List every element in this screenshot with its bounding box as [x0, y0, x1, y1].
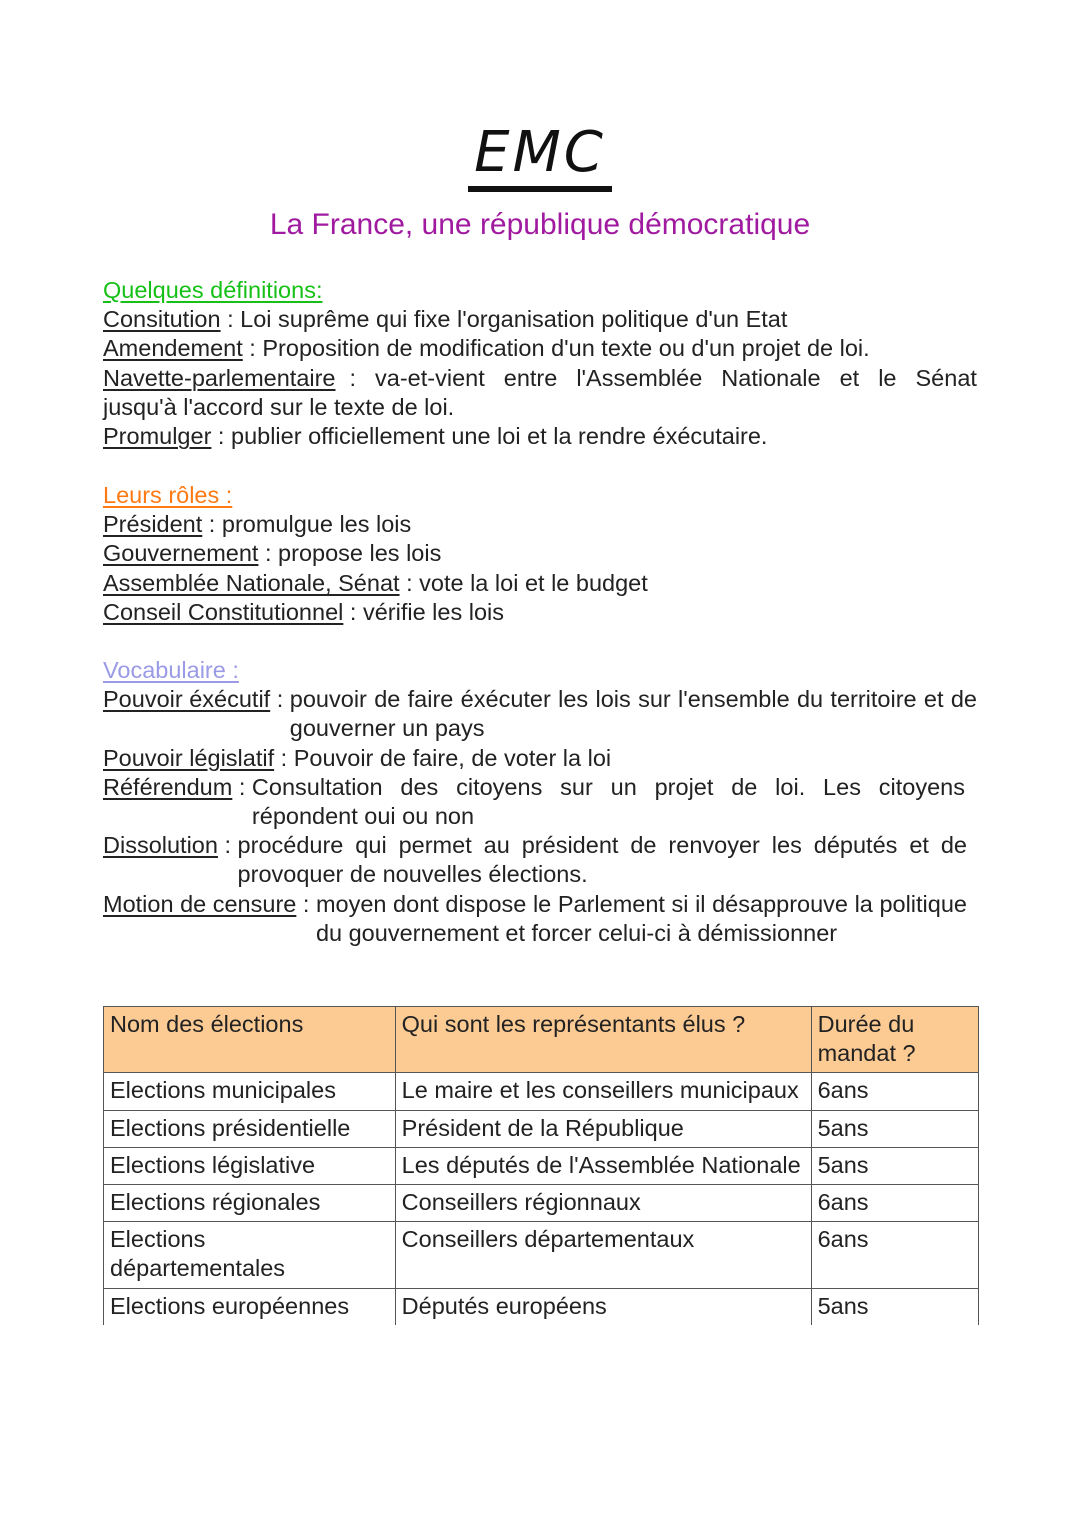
separator: : — [258, 540, 279, 567]
table-cell: 5ans — [811, 1147, 978, 1184]
roles-heading: Leurs rôles : — [103, 482, 233, 508]
separator: : — [232, 773, 252, 800]
vocabulary-term: Motion de censure — [103, 890, 297, 917]
table-cell: 6ans — [811, 1222, 978, 1288]
role-term: Conseil Constitutionnel — [103, 598, 344, 625]
definition-term: Navette-parlementaire — [103, 364, 336, 391]
column-header: Durée du mandat ? — [811, 1007, 978, 1073]
definition-item — [103, 364, 977, 393]
table-cell: Les députés de l'Assemblée Nationale — [395, 1147, 811, 1184]
table-row — [104, 1110, 979, 1147]
vocabulary-term: Dissolution — [103, 832, 218, 859]
separator: : — [211, 423, 231, 450]
table-cell: Conseillers régionnaux — [395, 1185, 811, 1222]
table-cell: Elections législative — [104, 1147, 396, 1184]
definition-item — [103, 334, 977, 363]
table-row — [104, 1147, 979, 1184]
role-term: Assemblée Nationale, Sénat — [103, 569, 400, 596]
role-term: Président — [103, 511, 203, 538]
page-title: EMC — [468, 122, 612, 192]
table-cell: 5ans — [811, 1288, 978, 1325]
definition-item — [103, 305, 977, 334]
role-term: Gouvernement — [103, 540, 259, 567]
table-cell: Le maire et les conseillers municipaux — [395, 1073, 811, 1110]
table-cell: Elections présidentielle — [104, 1110, 396, 1147]
separator: : — [296, 890, 316, 917]
table-cell: Elections départementales — [104, 1222, 396, 1288]
definition-text: Proposition de modification d'un texte ou d'un projet de loi. — [262, 335, 870, 362]
role-item — [103, 539, 977, 568]
definition-item — [103, 422, 977, 451]
separator: : — [220, 306, 241, 333]
page-subtitle: La France, une république démocratique — [269, 208, 811, 241]
separator: : — [202, 511, 222, 538]
vocabulary-item — [103, 773, 977, 831]
definition-term: Amendement — [103, 335, 243, 362]
vocabulary-term: Pouvoir éxécutif — [103, 686, 271, 713]
separator: : — [343, 598, 363, 625]
table-cell: Elections régionales — [104, 1185, 396, 1222]
roles-section — [103, 481, 977, 627]
vocabulary-item — [103, 890, 977, 948]
definition-text-justified: : va-et-vient entre l'Assemblée Nationale et le Sénat — [349, 364, 977, 391]
vocabulary-section — [103, 656, 977, 948]
role-text: promulgue les lois — [221, 511, 412, 538]
vocabulary-item — [103, 744, 977, 773]
vocabulary-text: Pouvoir de faire, de voter la loi — [293, 744, 612, 771]
vocabulary-heading: Vocabulaire : — [103, 657, 239, 683]
separator: : — [274, 744, 294, 771]
table-row — [104, 1288, 979, 1325]
vocabulary-text: procédure qui permet au président de renvoyer les députés et de provoquer de nouvelles élections. — [237, 832, 967, 888]
table-row — [104, 1185, 979, 1222]
definition-text: publier officiellement une loi et la rendre éxécutaire. — [231, 423, 768, 450]
table-cell: Président de la République — [395, 1110, 811, 1147]
role-text: propose les lois — [278, 540, 442, 567]
title-wrap — [0, 122, 1080, 192]
definition-text: Loi suprême qui fixe l'organisation politique d'un Etat — [240, 306, 788, 333]
table-cell: 5ans — [811, 1110, 978, 1147]
table-cell: 6ans — [811, 1185, 978, 1222]
table-row — [104, 1222, 979, 1288]
role-item — [103, 569, 977, 598]
definitions-heading: Quelques définitions: — [103, 277, 323, 303]
elections-table — [103, 1006, 979, 1325]
table-cell: 6ans — [811, 1073, 978, 1110]
column-header: Nom des élections — [104, 1007, 396, 1073]
table-header-row — [104, 1007, 979, 1073]
vocabulary-item — [103, 831, 977, 889]
vocabulary-term: Référendum — [103, 773, 233, 800]
definitions-section — [103, 276, 977, 451]
table-cell: Députés européens — [395, 1288, 811, 1325]
table-row — [104, 1073, 979, 1110]
separator: : — [270, 686, 290, 713]
table-cell: Conseillers départementaux — [395, 1222, 811, 1288]
role-item — [103, 598, 977, 627]
vocabulary-text: pouvoir de faire éxécuter les lois sur l'ensemble du territoire et de gouverner un pays — [289, 686, 977, 742]
separator: : — [217, 832, 238, 859]
vocabulary-text: moyen dont dispose le Parlement si il désapprouve la politique du gouvernement et forcer celui-ci à démissionner — [315, 890, 967, 946]
table-cell: Elections européennes — [104, 1288, 396, 1325]
definition-term: Consitution — [103, 306, 221, 333]
vocabulary-text: Consultation des citoyens sur un projet de loi. Les citoyens répondent oui ou non — [251, 773, 965, 830]
role-item — [103, 510, 977, 539]
role-text: vote la loi et le budget — [419, 569, 648, 596]
vocabulary-item — [103, 685, 977, 743]
role-text: vérifie les lois — [362, 598, 504, 625]
separator: : — [399, 569, 420, 596]
separator: : — [242, 335, 263, 362]
definition-text-continued: jusqu'à l'accord sur le texte de loi. — [103, 393, 455, 420]
vocabulary-term: Pouvoir législatif — [103, 744, 275, 771]
definition-term: Promulger — [103, 423, 212, 450]
column-header: Qui sont les représentants élus ? — [395, 1007, 811, 1073]
table-cell: Elections municipales — [104, 1073, 396, 1110]
